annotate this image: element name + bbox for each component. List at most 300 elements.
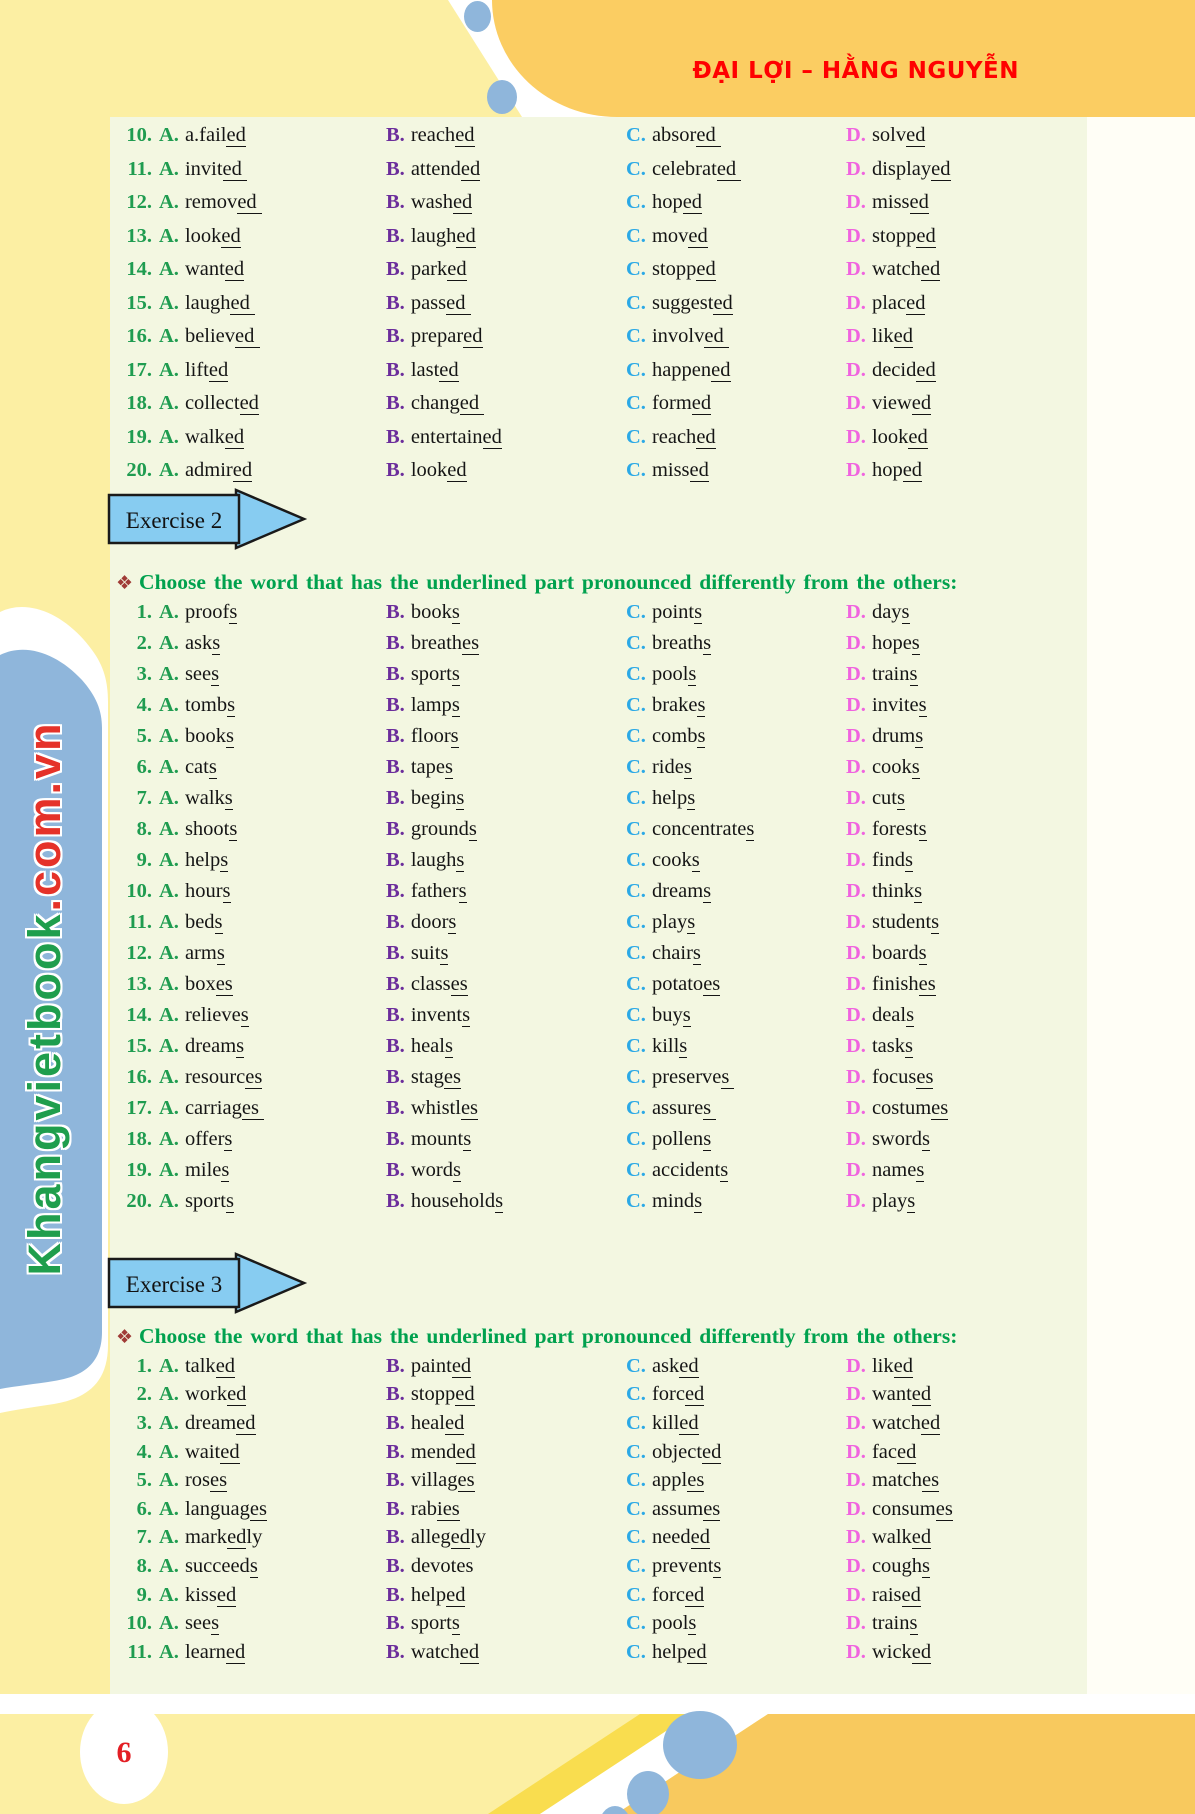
option-cell bbox=[626, 818, 846, 841]
option-letter: C. bbox=[626, 157, 646, 180]
option-word: plays bbox=[871, 1190, 916, 1212]
underlined-part: ed bbox=[447, 459, 467, 482]
option-word: books bbox=[410, 601, 460, 623]
option-cell bbox=[118, 1355, 386, 1378]
option-cell bbox=[386, 292, 626, 315]
underlined-part: es bbox=[918, 973, 936, 995]
option-word: involved bbox=[651, 325, 729, 348]
option-cell bbox=[846, 459, 1076, 482]
question-number: 7. bbox=[136, 787, 152, 809]
option-letter: C. bbox=[626, 787, 646, 809]
option-word: villages bbox=[410, 1469, 475, 1492]
question-number: 5. bbox=[136, 725, 152, 747]
option-cell bbox=[846, 158, 1076, 181]
option-letter: B. bbox=[386, 1411, 405, 1434]
option-cell bbox=[118, 1128, 386, 1151]
question-number: 13. bbox=[126, 973, 152, 995]
option-letter: D. bbox=[846, 663, 866, 685]
option-word: reached bbox=[651, 425, 716, 448]
option-cell bbox=[118, 601, 386, 624]
option-word: walked bbox=[871, 1526, 932, 1549]
option-cell bbox=[846, 973, 1076, 996]
option-word: beds bbox=[184, 911, 223, 933]
underlined-part: s bbox=[212, 632, 221, 654]
question-row bbox=[118, 814, 1076, 845]
option-letter: C. bbox=[626, 694, 646, 716]
option-letter: B. bbox=[386, 1190, 405, 1212]
option-word: names bbox=[871, 1159, 925, 1181]
underlined-part: ed bbox=[920, 1411, 941, 1434]
question-row bbox=[118, 421, 1076, 455]
option-letter: D. bbox=[846, 1526, 866, 1549]
option-cell bbox=[626, 1441, 846, 1464]
option-letter: C. bbox=[626, 880, 646, 902]
underlined-part: s bbox=[746, 818, 755, 840]
underlined-part: ed bbox=[687, 1640, 707, 1663]
underlined-part: s bbox=[450, 725, 459, 747]
option-cell bbox=[386, 325, 626, 348]
option-cell bbox=[386, 880, 626, 903]
option-letter: C. bbox=[626, 1097, 646, 1119]
option-letter: C. bbox=[626, 973, 646, 995]
option-cell bbox=[118, 694, 386, 717]
option-cell bbox=[118, 325, 386, 348]
option-word: healed bbox=[410, 1411, 465, 1434]
option-word: raised bbox=[871, 1583, 921, 1606]
option-cell bbox=[386, 1584, 626, 1607]
underlined-part: ed bbox=[902, 459, 923, 482]
question-row bbox=[118, 1609, 1076, 1638]
option-cell bbox=[626, 1035, 846, 1058]
option-cell bbox=[846, 1097, 1076, 1120]
question-row bbox=[118, 876, 1076, 907]
option-cell bbox=[118, 191, 386, 214]
underlined-part: s bbox=[456, 849, 465, 871]
question-number: 16. bbox=[126, 1066, 152, 1088]
option-letter: B. bbox=[386, 224, 405, 247]
option-letter: D. bbox=[846, 1497, 866, 1520]
option-cell bbox=[626, 325, 846, 348]
option-letter: A. bbox=[159, 1411, 179, 1434]
underlined-part: s bbox=[225, 725, 234, 747]
option-word: matches bbox=[871, 1469, 940, 1492]
option-letter: A. bbox=[159, 880, 179, 902]
option-word: helped bbox=[651, 1640, 707, 1663]
option-letter: C. bbox=[626, 911, 646, 933]
underlined-part: es bbox=[215, 973, 233, 995]
option-word: thinks bbox=[871, 880, 923, 902]
underlined-part: ed bbox=[688, 224, 708, 247]
option-letter: C. bbox=[626, 725, 646, 747]
underlined-part: s bbox=[687, 787, 696, 809]
option-letter: A. bbox=[159, 942, 179, 964]
underlined-part: ed bbox=[456, 1440, 476, 1463]
option-word: hoped bbox=[651, 191, 703, 214]
option-cell bbox=[846, 1383, 1076, 1406]
option-letter: A. bbox=[159, 425, 179, 448]
option-word: watched bbox=[871, 258, 941, 281]
option-cell bbox=[118, 1555, 386, 1578]
option-word: passed bbox=[410, 291, 471, 314]
option-word: wanted bbox=[184, 258, 245, 281]
option-cell bbox=[386, 1641, 626, 1664]
option-word: breaths bbox=[651, 632, 712, 654]
option-cell bbox=[118, 426, 386, 449]
question-row bbox=[118, 454, 1076, 488]
option-word: formed bbox=[651, 392, 712, 415]
option-cell bbox=[846, 818, 1076, 841]
underlined-part: ed bbox=[455, 1383, 475, 1406]
option-letter: D. bbox=[846, 973, 866, 995]
option-word: grounds bbox=[410, 818, 477, 840]
question-row bbox=[118, 1000, 1076, 1031]
option-letter: C. bbox=[626, 1066, 646, 1088]
option-word: buys bbox=[651, 1004, 691, 1026]
option-word: asked bbox=[651, 1354, 699, 1377]
underlined-part: ed bbox=[696, 425, 716, 448]
underlined-part: ed bbox=[224, 425, 245, 448]
underlined-part: ed bbox=[911, 1526, 932, 1549]
option-cell bbox=[118, 787, 386, 810]
option-letter: D. bbox=[846, 1128, 866, 1150]
question-number: 15. bbox=[126, 291, 152, 314]
underlined-part: s bbox=[222, 880, 231, 902]
question-row bbox=[118, 320, 1076, 354]
underlined-part: s bbox=[451, 663, 460, 685]
option-cell bbox=[626, 124, 846, 147]
underlined-part: es bbox=[249, 1497, 267, 1520]
option-letter: A. bbox=[159, 725, 179, 747]
option-word: wicked bbox=[871, 1640, 932, 1663]
authors-header: ĐẠI LỢI – HẰNG NGUYỄN bbox=[692, 58, 1019, 84]
underlined-part: ed bbox=[227, 1526, 247, 1549]
option-cell bbox=[626, 1641, 846, 1664]
underlined-part: ed bbox=[237, 191, 262, 214]
underlined-part: ed bbox=[911, 1383, 932, 1406]
option-word: heals bbox=[410, 1035, 453, 1057]
option-cell bbox=[846, 663, 1076, 686]
option-letter: B. bbox=[386, 880, 405, 902]
option-word: offers bbox=[184, 1128, 233, 1150]
option-cell bbox=[386, 1355, 626, 1378]
option-word: rides bbox=[651, 756, 692, 778]
option-letter: D. bbox=[846, 191, 866, 214]
option-word: stopped bbox=[871, 224, 936, 247]
underlined-part: s bbox=[703, 632, 712, 654]
option-word: assures bbox=[651, 1097, 717, 1119]
option-letter: D. bbox=[846, 1583, 866, 1606]
option-cell bbox=[386, 725, 626, 748]
underlined-part: ed bbox=[224, 258, 245, 281]
underlined-part: ed bbox=[459, 1640, 480, 1663]
option-letter: B. bbox=[386, 725, 405, 747]
option-letter: C. bbox=[626, 1526, 646, 1549]
option-letter: B. bbox=[386, 258, 405, 281]
option-word: points bbox=[651, 601, 703, 623]
option-letter: B. bbox=[386, 756, 405, 778]
option-word: waited bbox=[184, 1440, 240, 1463]
underlined-part: s bbox=[463, 1128, 472, 1150]
option-letter: A. bbox=[159, 787, 179, 809]
question-row bbox=[118, 597, 1076, 628]
option-word: invents bbox=[410, 1004, 471, 1026]
underlined-part: s bbox=[452, 1159, 461, 1181]
underlined-part: s bbox=[918, 942, 927, 964]
option-word: parked bbox=[410, 258, 467, 281]
option-word: celebrated bbox=[651, 157, 742, 180]
option-cell bbox=[846, 392, 1076, 415]
option-cell bbox=[626, 1004, 846, 1027]
option-cell bbox=[118, 1159, 386, 1182]
option-cell bbox=[386, 756, 626, 779]
option-word: costumes bbox=[871, 1097, 949, 1119]
option-letter: B. bbox=[386, 1612, 405, 1635]
option-letter: D. bbox=[846, 849, 866, 871]
option-word: displayed bbox=[871, 157, 951, 180]
underlined-part: es bbox=[931, 1097, 949, 1119]
option-letter: B. bbox=[386, 942, 405, 964]
option-letter: A. bbox=[159, 1159, 179, 1181]
underlined-part: s bbox=[211, 663, 220, 685]
option-cell bbox=[386, 459, 626, 482]
underlined-part: ed bbox=[682, 191, 703, 214]
option-cell bbox=[846, 1004, 1076, 1027]
underlined-part: s bbox=[224, 787, 233, 809]
option-letter: A. bbox=[159, 973, 179, 995]
option-word: placed bbox=[871, 291, 926, 314]
option-cell bbox=[386, 191, 626, 214]
option-cell bbox=[626, 459, 846, 482]
underlined-part: s bbox=[240, 1004, 249, 1026]
option-cell bbox=[846, 325, 1076, 348]
option-word: days bbox=[871, 601, 910, 623]
option-letter: B. bbox=[386, 663, 405, 685]
option-cell bbox=[386, 124, 626, 147]
question-number: 10. bbox=[126, 1612, 152, 1635]
option-word: washed bbox=[410, 191, 473, 214]
option-cell bbox=[386, 911, 626, 934]
option-letter: A. bbox=[159, 1035, 179, 1057]
option-cell bbox=[386, 1159, 626, 1182]
underlined-part: ed bbox=[696, 258, 716, 281]
option-word: wanted bbox=[871, 1383, 932, 1406]
option-letter: D. bbox=[846, 694, 866, 716]
underlined-part: s bbox=[918, 694, 927, 716]
underlined-part: s bbox=[922, 1554, 931, 1577]
option-cell bbox=[386, 1555, 626, 1578]
underlined-part: s bbox=[211, 1612, 220, 1635]
option-word: stopped bbox=[410, 1383, 475, 1406]
underlined-part: es bbox=[210, 1469, 228, 1492]
option-word: collected bbox=[184, 392, 259, 415]
option-letter: A. bbox=[159, 911, 179, 933]
option-letter: D. bbox=[846, 124, 866, 147]
underlined-part: ed bbox=[450, 1526, 471, 1549]
option-cell bbox=[846, 849, 1076, 872]
option-letter: B. bbox=[386, 849, 405, 871]
underlined-part: ed bbox=[702, 1440, 722, 1463]
option-cell bbox=[846, 1498, 1076, 1521]
option-word: sports bbox=[410, 663, 460, 685]
option-cell bbox=[118, 459, 386, 482]
underlined-part: s bbox=[448, 911, 457, 933]
option-letter: D. bbox=[846, 258, 866, 281]
option-word: watched bbox=[410, 1640, 480, 1663]
option-word: tapes bbox=[410, 756, 453, 778]
underlined-part: s bbox=[249, 1554, 258, 1577]
option-cell bbox=[846, 1035, 1076, 1058]
option-letter: D. bbox=[846, 1190, 866, 1212]
underlined-part: s bbox=[451, 601, 460, 623]
option-letter: B. bbox=[386, 425, 405, 448]
option-letter: A. bbox=[159, 291, 179, 314]
question-number: 11. bbox=[127, 911, 152, 933]
option-cell bbox=[846, 601, 1076, 624]
underlined-part: s bbox=[694, 1190, 703, 1212]
option-word: invites bbox=[871, 694, 927, 716]
option-letter: B. bbox=[386, 1004, 405, 1026]
option-cell bbox=[118, 725, 386, 748]
underlined-part: ed bbox=[216, 1583, 237, 1606]
option-word: painted bbox=[410, 1354, 472, 1377]
underlined-part: s bbox=[221, 1159, 230, 1181]
question-number: 3. bbox=[136, 1411, 152, 1434]
question-row bbox=[118, 1093, 1076, 1124]
question-number: 17. bbox=[126, 358, 152, 381]
underlined-part: s bbox=[225, 1190, 234, 1212]
question-row bbox=[118, 938, 1076, 969]
question-number: 18. bbox=[126, 1128, 152, 1150]
underlined-part: ed bbox=[716, 157, 742, 180]
underlined-part: ed bbox=[459, 392, 485, 415]
option-cell bbox=[118, 973, 386, 996]
option-cell bbox=[118, 911, 386, 934]
option-word: reached bbox=[410, 124, 475, 147]
option-letter: C. bbox=[626, 358, 646, 381]
option-word: liked bbox=[871, 325, 913, 348]
option-letter: A. bbox=[159, 1004, 179, 1026]
underlined-part: s bbox=[444, 1035, 453, 1057]
underlined-part: s bbox=[451, 694, 460, 716]
option-word: cooks bbox=[651, 849, 700, 871]
underlined-part: s bbox=[468, 818, 477, 840]
option-word: helps bbox=[184, 849, 229, 871]
option-word: sees bbox=[184, 663, 220, 685]
underlined-part: ed bbox=[679, 1354, 699, 1377]
option-cell bbox=[626, 694, 846, 717]
option-word: drums bbox=[871, 725, 924, 747]
option-letter: A. bbox=[159, 258, 179, 281]
option-letter: B. bbox=[386, 157, 405, 180]
underlined-part: ed bbox=[696, 124, 721, 147]
option-cell bbox=[846, 225, 1076, 248]
option-letter: A. bbox=[159, 1554, 179, 1577]
option-word: rabies bbox=[410, 1497, 460, 1520]
underlined-part: ed bbox=[225, 1640, 246, 1663]
option-letter: D. bbox=[846, 601, 866, 623]
watermark bbox=[14, 638, 76, 1358]
option-word: books bbox=[184, 725, 234, 747]
option-letter: D. bbox=[846, 942, 866, 964]
option-letter: A. bbox=[159, 601, 179, 623]
option-word: worked bbox=[184, 1383, 247, 1406]
option-letter: B. bbox=[386, 1383, 405, 1406]
underlined-part: ed bbox=[232, 459, 253, 482]
underlined-part: s bbox=[915, 725, 924, 747]
underlined-part: s bbox=[931, 911, 940, 933]
option-word: helps bbox=[651, 787, 696, 809]
option-cell bbox=[626, 911, 846, 934]
option-word: deals bbox=[871, 1004, 915, 1026]
option-word: viewed bbox=[871, 392, 932, 415]
option-cell bbox=[846, 632, 1076, 655]
underlined-part: s bbox=[691, 849, 700, 871]
question-row bbox=[118, 186, 1076, 220]
option-word: miles bbox=[184, 1159, 230, 1181]
option-letter: B. bbox=[386, 392, 405, 415]
option-letter: C. bbox=[626, 1640, 646, 1663]
question-number: 7. bbox=[136, 1526, 152, 1549]
option-cell bbox=[846, 787, 1076, 810]
underlined-part: ed bbox=[704, 325, 729, 348]
option-word: pools bbox=[651, 663, 697, 685]
option-word: forced bbox=[651, 1583, 705, 1606]
option-cell bbox=[846, 1641, 1076, 1664]
underlined-part: s bbox=[909, 663, 918, 685]
option-letter: D. bbox=[846, 1440, 866, 1463]
option-letter: D. bbox=[846, 725, 866, 747]
question-number: 8. bbox=[136, 818, 152, 840]
option-letter: C. bbox=[626, 942, 646, 964]
underlined-part: s bbox=[918, 818, 927, 840]
option-word: killed bbox=[651, 1411, 699, 1434]
question-row bbox=[118, 1438, 1076, 1467]
option-letter: A. bbox=[159, 1469, 179, 1492]
instruction-text: Choose the word that has the underlined part pronounced differently from the others: bbox=[139, 570, 958, 594]
option-letter: A. bbox=[159, 224, 179, 247]
option-cell bbox=[626, 632, 846, 655]
option-cell bbox=[846, 756, 1076, 779]
option-word: lifted bbox=[184, 358, 229, 381]
underlined-part: s bbox=[495, 1190, 504, 1212]
option-word: dreamed bbox=[184, 1411, 256, 1434]
question-row bbox=[118, 1155, 1076, 1186]
option-cell bbox=[626, 725, 846, 748]
option-letter: C. bbox=[626, 392, 646, 415]
option-cell bbox=[118, 756, 386, 779]
option-word: resources bbox=[184, 1066, 263, 1088]
option-letter: B. bbox=[386, 325, 405, 348]
question-number: 10. bbox=[126, 124, 152, 147]
option-cell bbox=[118, 1441, 386, 1464]
underlined-part: ed bbox=[455, 124, 475, 147]
option-letter: C. bbox=[626, 224, 646, 247]
option-letter: A. bbox=[159, 459, 179, 482]
diamond-bullet-icon: ❖ bbox=[116, 1326, 134, 1348]
underlined-part: es bbox=[245, 1066, 263, 1088]
question-number: 20. bbox=[126, 459, 152, 482]
option-letter: D. bbox=[846, 1612, 866, 1635]
option-cell bbox=[118, 292, 386, 315]
option-word: stopped bbox=[651, 258, 716, 281]
option-word: pollens bbox=[651, 1128, 712, 1150]
option-cell bbox=[846, 911, 1076, 934]
option-letter: C. bbox=[626, 632, 646, 654]
option-letter: A. bbox=[159, 756, 179, 778]
underlined-part: ed bbox=[896, 1440, 917, 1463]
option-cell bbox=[846, 1441, 1076, 1464]
option-word: whistles bbox=[410, 1097, 479, 1119]
